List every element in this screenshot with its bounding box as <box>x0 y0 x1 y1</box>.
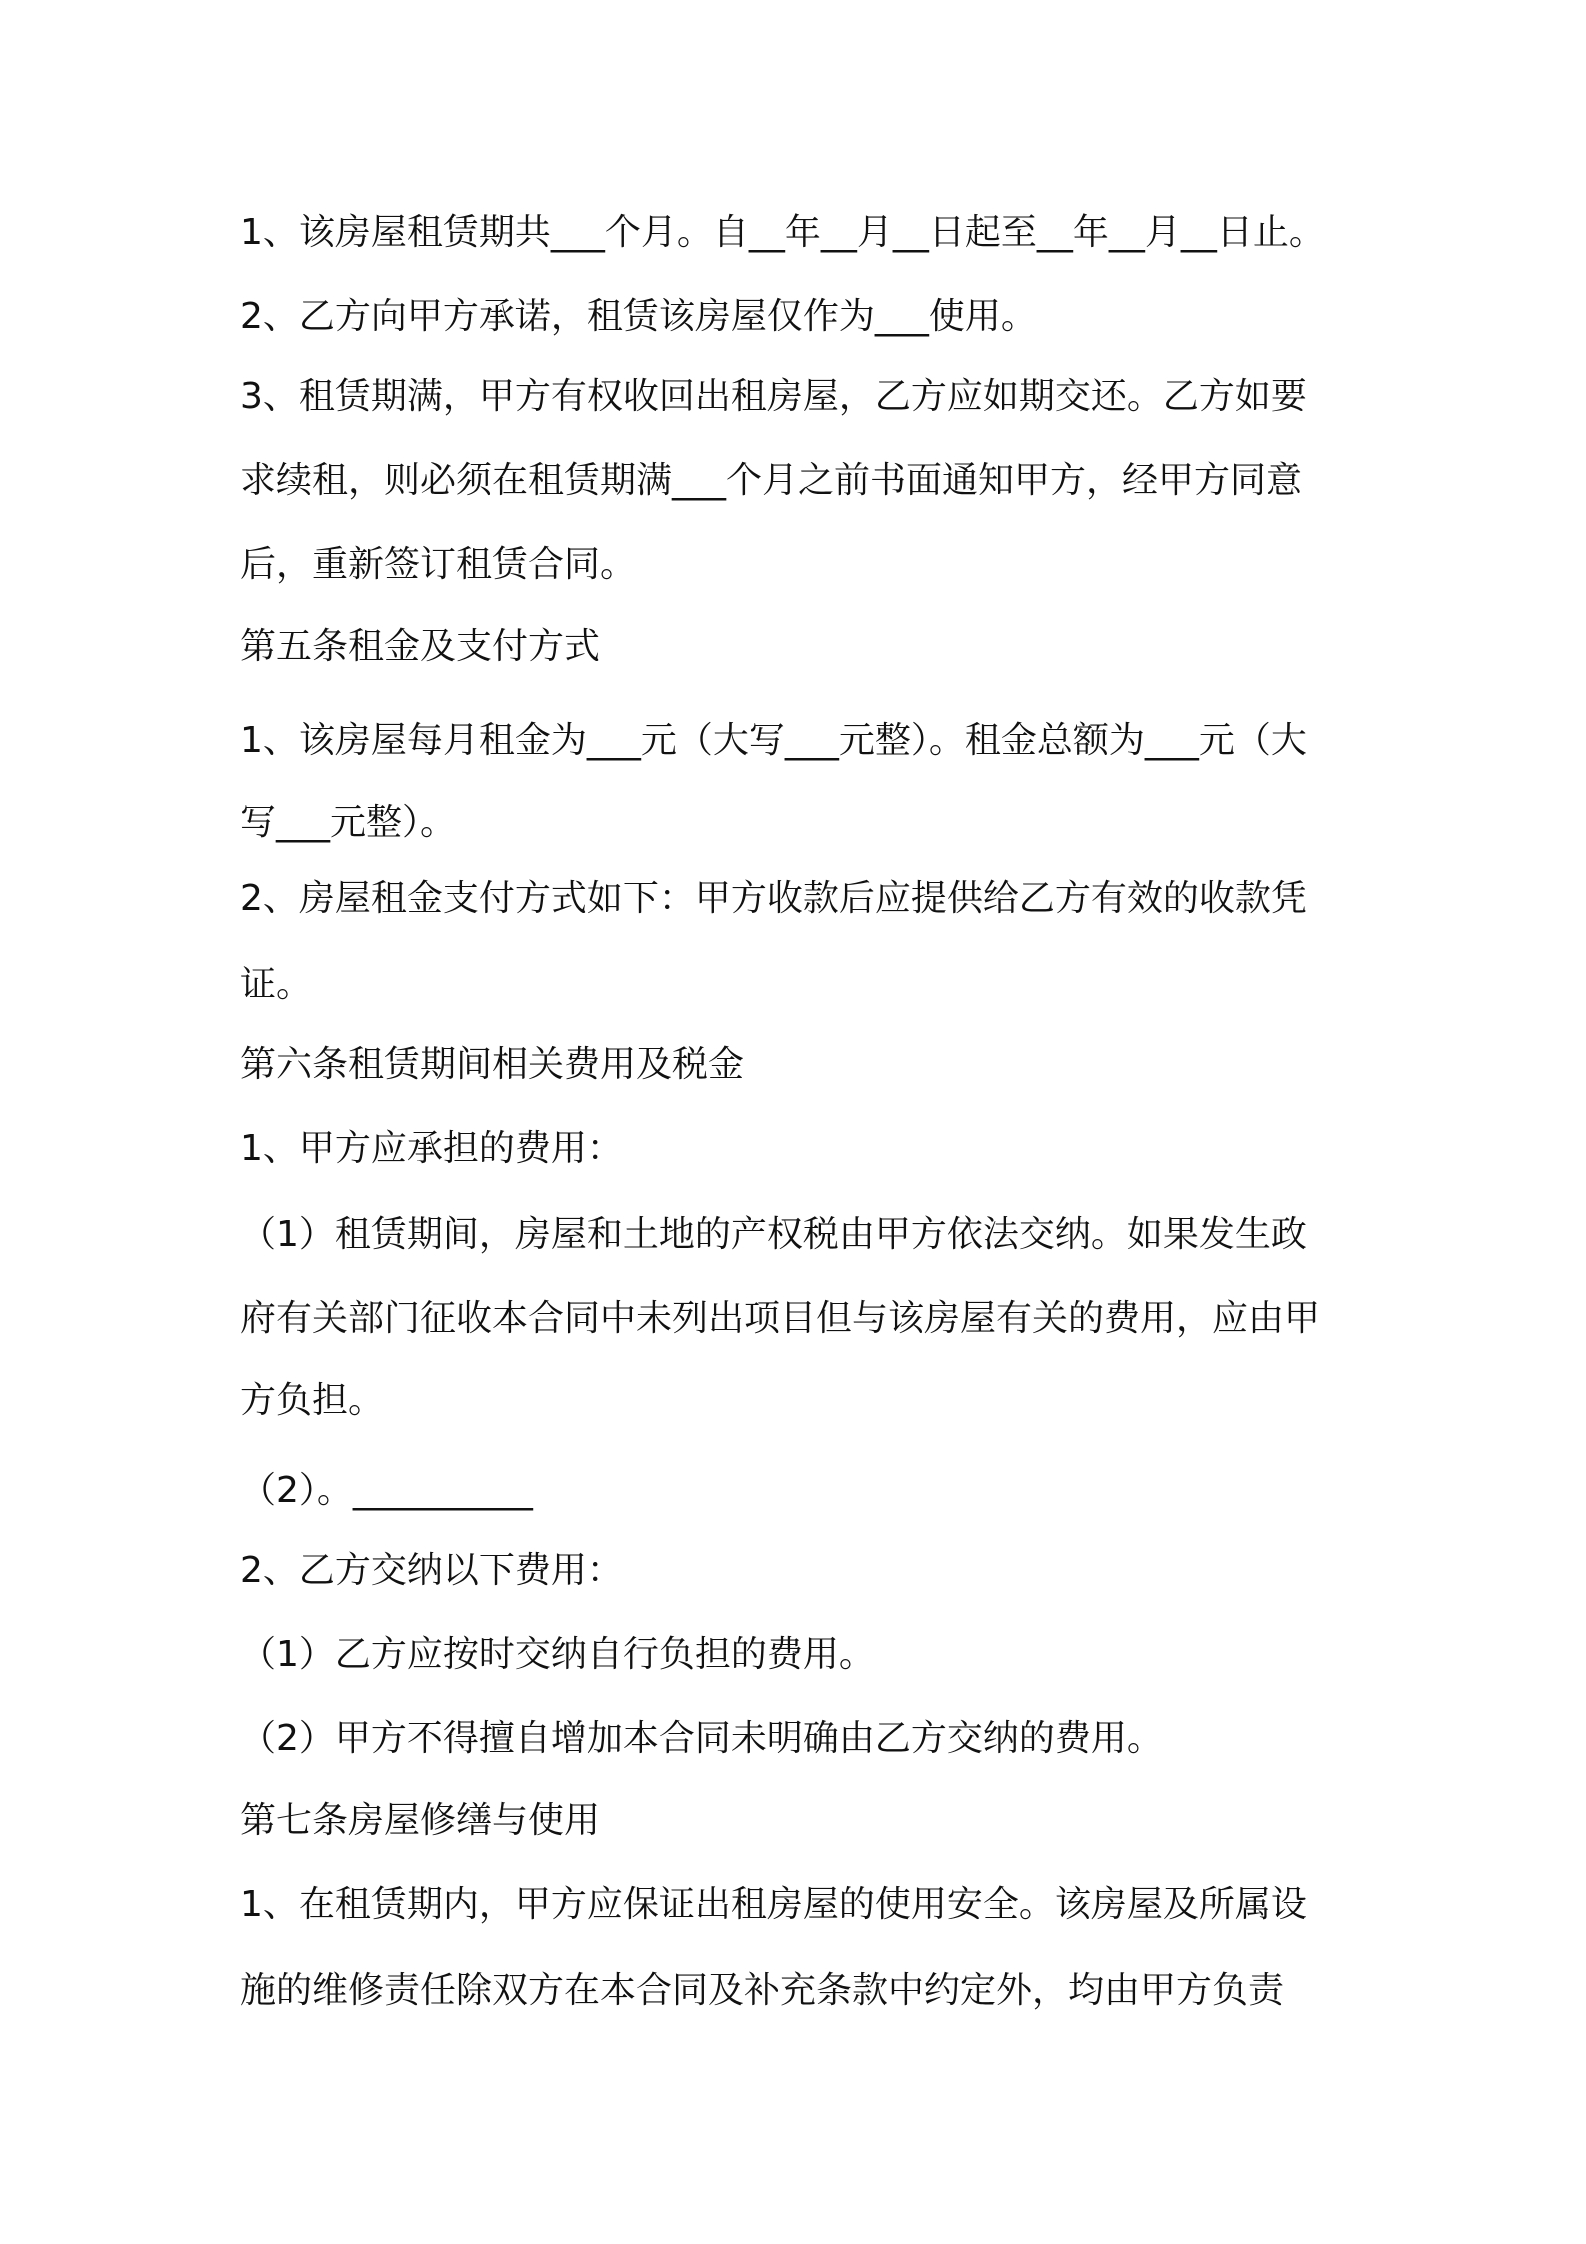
clause-5-item-1-line-2: 写___元整）。 <box>240 802 457 843</box>
clause-6-item-1-heading: 1、甲方应承担的费用： <box>240 1128 623 1169</box>
clause-6-item-2-sub-1: （1）乙方应按时交纳自行负担的费用。 <box>240 1634 875 1675</box>
clause-4-item-2-line: 2、乙方向甲方承诺，租赁该房屋仅作为___使用。 <box>240 296 1037 337</box>
clause-6-item-1-sub-1-line-3: 方负担。 <box>240 1380 385 1421</box>
clause-6-item-1-sub-2: （2）。__________ <box>240 1470 533 1511</box>
clause-5-item-2-line-2: 证。 <box>240 964 313 1005</box>
clause-4-item-3-line-2: 求续租，则必须在租赁期满___个月之前书面通知甲方，经甲方同意 <box>240 460 1303 501</box>
clause-6-item-1-sub-1-line-2: 府有关部门征收本合同中未列出项目但与该房屋有关的费用，应由甲 <box>240 1298 1321 1339</box>
clause-6-item-2-heading: 2、乙方交纳以下费用： <box>240 1550 623 1591</box>
clause-7-item-1-line-1: 1、在租赁期内，甲方应保证出租房屋的使用安全。该房屋及所属设 <box>240 1884 1307 1925</box>
clause-5-item-1-line-1: 1、该房屋每月租金为___元（大写___元整）。租金总额为___元（大 <box>240 720 1307 761</box>
section-heading-5: 第五条租金及支付方式 <box>240 626 601 667</box>
clause-4-item-3-line-1: 3、租赁期满，甲方有权收回出租房屋，乙方应如期交还。乙方如要 <box>240 376 1307 417</box>
clause-7-item-1-line-2: 施的维修责任除双方在本合同及补充条款中约定外，均由甲方负责 <box>240 1970 1285 2011</box>
clause-4-item-3-line-3: 后，重新签订租赁合同。 <box>240 544 637 585</box>
clause-4-item-1-line: 1、该房屋租赁期共___个月。自__年__月__日起至__年__月__日止。 <box>240 212 1325 253</box>
section-heading-7: 第七条房屋修缮与使用 <box>240 1800 601 1841</box>
clause-6-item-2-sub-2: （2）甲方不得擅自增加本合同未明确由乙方交纳的费用。 <box>240 1718 1163 1759</box>
section-heading-6: 第六条租赁期间相关费用及税金 <box>240 1044 745 1085</box>
clause-5-item-2-line-1: 2、房屋租金支付方式如下：甲方收款后应提供给乙方有效的收款凭 <box>240 878 1307 919</box>
clause-6-item-1-sub-1-line-1: （1）租赁期间，房屋和土地的产权税由甲方依法交纳。如果发生政 <box>240 1214 1307 1255</box>
